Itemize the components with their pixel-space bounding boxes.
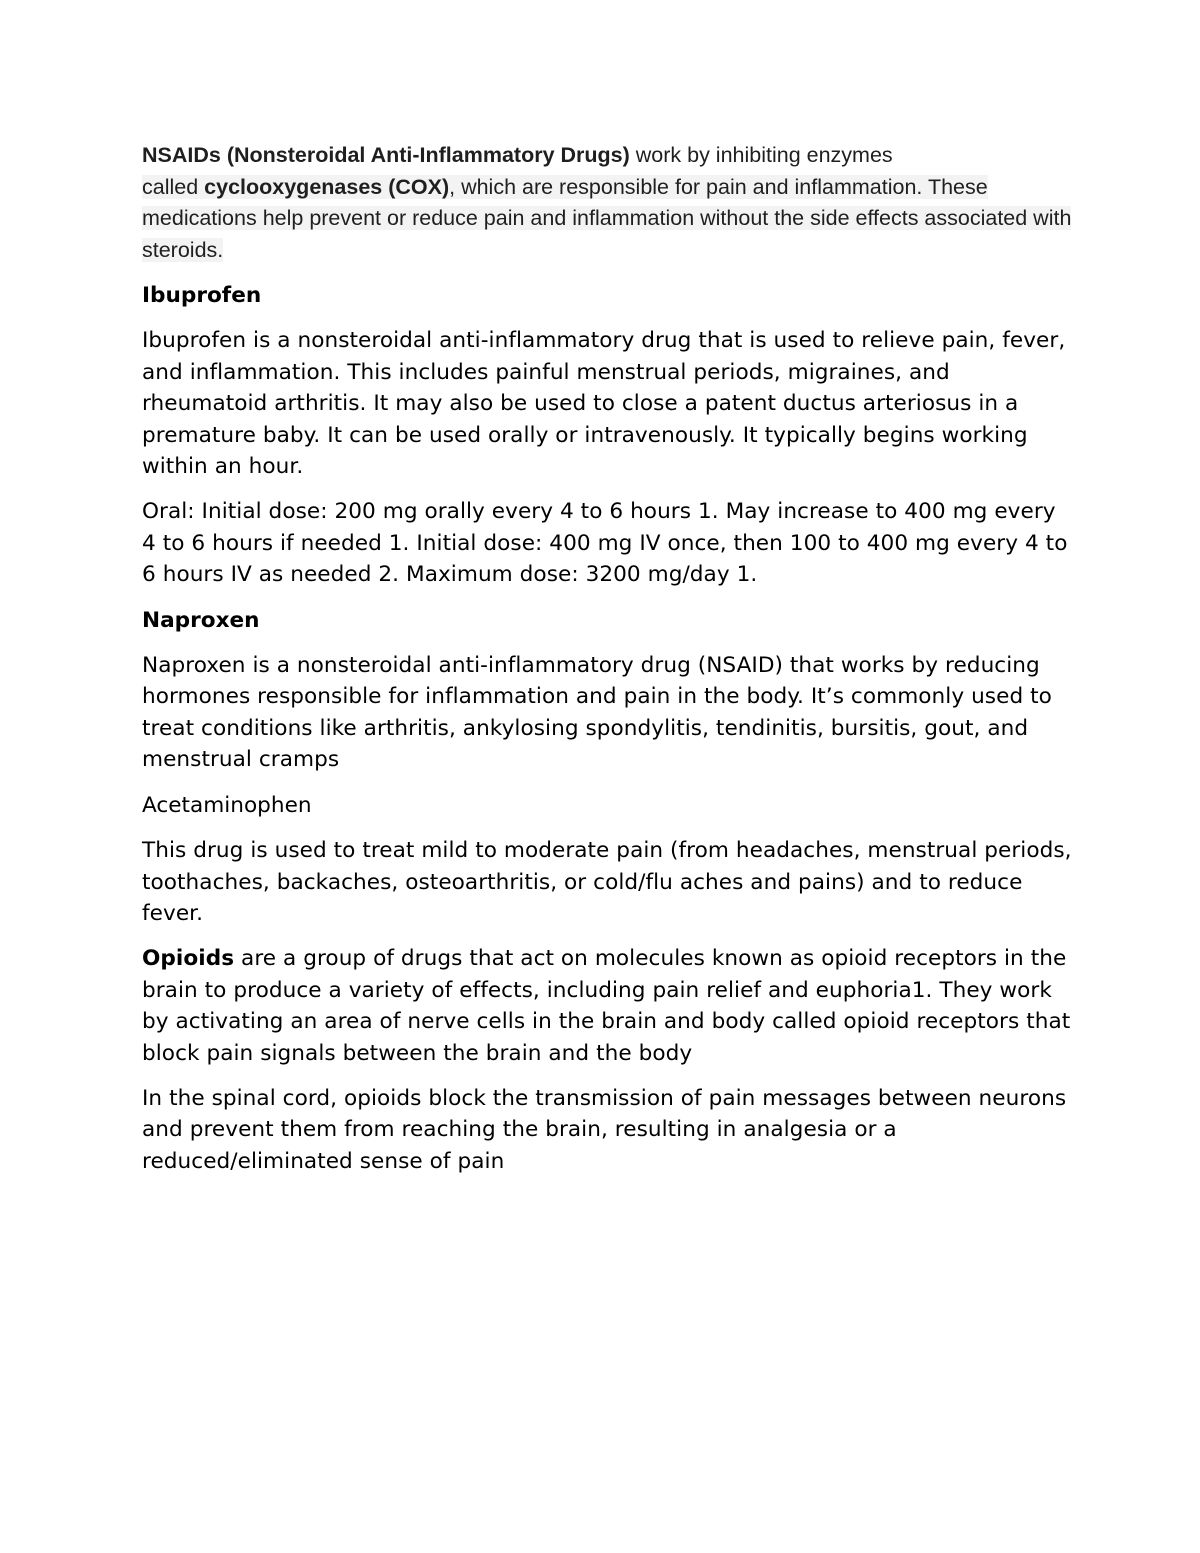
naproxen-heading: Naproxen <box>142 607 260 633</box>
opioids-description: are a group of drugs that act on molecules known as opioid receptors in the brain to produce a variety of effects, including pain relief and euphoria1. They work by activating an area of nerve cells in the brain and body called opioid receptors that block pain signals between the brain and the body <box>142 946 1071 1066</box>
cox-term: cyclooxygenases (COX) <box>204 174 450 199</box>
opioids-spinal-cord-paragraph: In the spinal cord, opioids block the transmission of pain messages between neurons and prevent them from reaching the brain, resulting in analgesia or a reduced/eliminated sense of pain <box>142 1085 1067 1174</box>
acetaminophen-heading: Acetaminophen <box>142 792 312 818</box>
document-content <box>142 140 1072 1191</box>
ibuprofen-dosage: Oral: Initial dose: 200 mg orally every 4 to 6 hours 1. May increase to 400 mg every 4 to 6 hours if needed 1. Initial dose: 400 mg IV once, then 100 to 400 mg every 4 to 6 hours IV as needed 2. Maximum dose: 3200 mg/day 1. <box>142 499 1068 588</box>
acetaminophen-description: This drug is used to treat mild to moderate pain (from headaches, menstrual periods, toothaches, backaches, osteoarthritis, or cold/flu aches and pains) and to reduce fever. <box>142 838 1072 926</box>
nsaids-intro-text-3: , which are responsible for pain and inflammation. These medications help prevent or reduce pain and inflammation without the side effects associated with steroids. <box>142 174 1072 262</box>
nsaids-intro-text-1: work by inhibiting enzymes <box>629 143 893 167</box>
ibuprofen-heading: Ibuprofen <box>142 283 262 308</box>
opioids-term: Opioids <box>142 946 235 972</box>
ibuprofen-description: Ibuprofen is a nonsteroidal anti-inflammatory drug that is used to relieve pain, fever, and inflammation. This includes painful menstrual periods, migraines, and rheumatoid arthritis. It may also be used to close a patent ductus arteriosus in a premature baby. It can be used orally or intravenously. It typically begins working within an hour. <box>142 328 1066 480</box>
nsaids-term: NSAIDs (Nonsteroidal Anti-Inflammatory Drugs) <box>142 143 630 167</box>
opioids-paragraph <box>142 943 1072 1069</box>
naproxen-description: Naproxen is a nonsteroidal anti-inflammatory drug (NSAID) that works by reducing hormones responsible for inflammation and pain in the body. It’s commonly used to treat conditions like arthritis, ankylosing spondylitis, tendinitis, bursitis, gout, and menstrual cramps <box>142 653 1052 773</box>
nsaids-intro-paragraph <box>142 140 1072 266</box>
nsaids-intro-text-2: called <box>142 174 205 199</box>
